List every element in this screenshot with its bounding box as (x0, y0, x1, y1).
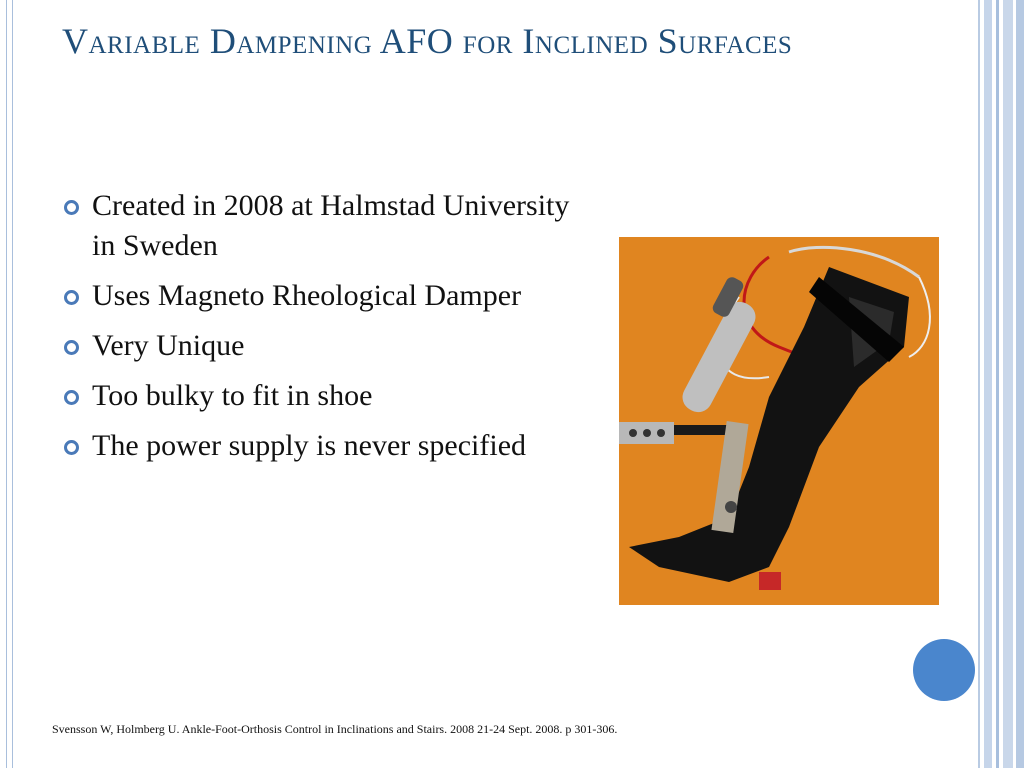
bullet-item (62, 326, 582, 366)
right-stripe-decoration (1003, 0, 1013, 768)
right-stripe-decoration (1016, 0, 1024, 768)
slide-title: Variable Dampening AFO for Inclined Surfaces (62, 21, 793, 61)
right-stripe-decoration (996, 0, 999, 768)
right-stripe-decoration (984, 0, 992, 768)
bullet-item (62, 376, 582, 416)
bullet-item (62, 276, 582, 316)
afo-device-illustration (619, 237, 939, 605)
bullet-circle-icon (64, 340, 79, 355)
citation-footnote: Svensson W, Holmberg U. Ankle-Foot-Orthosis Control in Inclinations and Stairs. 2008 21-24 Sept. 2008. p 301-306. (52, 722, 618, 736)
bullet-circle-icon (64, 290, 79, 305)
bullet-text: The power supply is never specified (92, 429, 527, 462)
bullet-item (62, 426, 582, 466)
right-stripe-decoration (978, 0, 980, 768)
bullet-item (62, 186, 582, 266)
bullet-text: Too bulky to fit in shoe (92, 379, 373, 412)
bullet-list (62, 186, 582, 476)
left-border-decoration (6, 0, 13, 768)
bullet-circle-icon (64, 200, 79, 215)
afo-device-photo (619, 237, 939, 605)
accent-circle (913, 639, 975, 701)
bullet-circle-icon (64, 440, 79, 455)
bullet-circle-icon (64, 390, 79, 405)
bullet-text: Uses Magneto Rheological Damper (92, 279, 522, 312)
bullet-text: Created in 2008 at Halmstad University in Sweden (92, 189, 570, 262)
bullet-text: Very Unique (92, 329, 245, 362)
